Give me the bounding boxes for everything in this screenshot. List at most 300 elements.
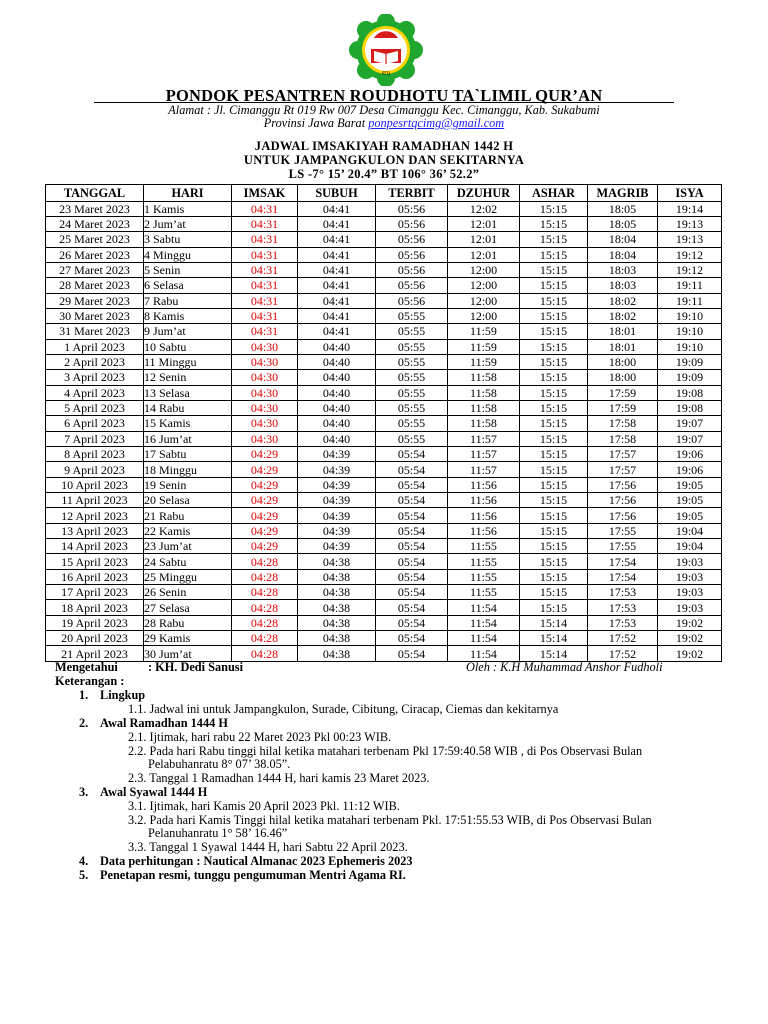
ashar-cell: 15:15	[520, 216, 588, 231]
dzuhur-cell: 12:00	[448, 262, 520, 277]
terbit-cell: 05:55	[376, 339, 448, 354]
table-row	[46, 370, 722, 385]
note-1-title: Lingkup	[100, 688, 146, 702]
date-cell: 21 April 2023	[46, 646, 144, 661]
day-cell: 1 Kamis	[144, 201, 232, 216]
subuh-cell: 04:39	[298, 523, 376, 538]
dzuhur-cell: 11:56	[448, 493, 520, 508]
date-cell: 26 Maret 2023	[46, 247, 144, 262]
subuh-cell: 04:41	[298, 308, 376, 323]
dzuhur-cell: 11:58	[448, 385, 520, 400]
ashar-cell: 15:15	[520, 569, 588, 584]
imsak-cell: 04:31	[232, 278, 298, 293]
isya-cell: 19:07	[658, 431, 722, 446]
dzuhur-cell: 11:55	[448, 585, 520, 600]
subuh-cell: 04:41	[298, 232, 376, 247]
note-2-1: 2.1. Ijtimak, hari rabu 22 Maret 2023 Pkl 00:23 WIB.	[128, 730, 392, 744]
isya-cell: 19:13	[658, 232, 722, 247]
subuh-cell: 04:41	[298, 201, 376, 216]
dzuhur-cell: 11:58	[448, 400, 520, 415]
date-cell: 5 April 2023	[46, 400, 144, 415]
ashar-cell: 15:15	[520, 462, 588, 477]
dzuhur-cell: 11:56	[448, 508, 520, 523]
date-cell: 13 April 2023	[46, 523, 144, 538]
day-cell: 3 Sabtu	[144, 232, 232, 247]
isya-cell: 19:10	[658, 324, 722, 339]
table-row	[46, 201, 722, 216]
table-row	[46, 539, 722, 554]
magrib-cell: 17:58	[588, 431, 658, 446]
subuh-cell: 04:38	[298, 585, 376, 600]
table-row	[46, 569, 722, 584]
magrib-cell: 17:52	[588, 646, 658, 661]
imsak-cell: 04:31	[232, 201, 298, 216]
isya-cell: 19:05	[658, 508, 722, 523]
table-row	[46, 324, 722, 339]
isya-cell: 19:04	[658, 523, 722, 538]
subuh-cell: 04:40	[298, 416, 376, 431]
terbit-cell: 05:54	[376, 600, 448, 615]
magrib-cell: 17:55	[588, 539, 658, 554]
address-line-1: Alamat : Jl. Cimanggu Rt 019 Rw 007 Desa Cimanggu Kec. Cimanggu, Kab. Sukabumi	[168, 103, 600, 117]
magrib-cell: 17:53	[588, 585, 658, 600]
magrib-cell: 17:56	[588, 493, 658, 508]
dzuhur-cell: 11:54	[448, 615, 520, 630]
terbit-cell: 05:54	[376, 477, 448, 492]
note-2-2-cont: Pelabuhanratu 8° 07’ 38.05”.	[148, 757, 291, 771]
dzuhur-cell: 11:55	[448, 539, 520, 554]
magrib-cell: 17:59	[588, 385, 658, 400]
magrib-cell: 18:00	[588, 354, 658, 369]
ashar-cell: 15:14	[520, 615, 588, 630]
note-4-text: Data perhitungan : Nautical Almanac 2023 Ephemeris 2023	[100, 854, 413, 868]
date-cell: 16 April 2023	[46, 569, 144, 584]
isya-cell: 19:14	[658, 201, 722, 216]
ashar-cell: 15:14	[520, 631, 588, 646]
terbit-cell: 05:56	[376, 247, 448, 262]
column-header-imsak: IMSAK	[232, 185, 298, 202]
isya-cell: 19:10	[658, 339, 722, 354]
date-cell: 25 Maret 2023	[46, 232, 144, 247]
day-cell: 10 Sabtu	[144, 339, 232, 354]
institution-name: PONDOK PESANTREN ROUDHOTU TA`LIMIL QUR’AN	[165, 86, 603, 105]
magrib-cell: 17:57	[588, 462, 658, 477]
subuh-cell: 04:40	[298, 354, 376, 369]
table-row	[46, 416, 722, 431]
imsak-cell: 04:31	[232, 324, 298, 339]
ashar-cell: 15:15	[520, 339, 588, 354]
subuh-cell: 04:38	[298, 569, 376, 584]
isya-cell: 19:05	[658, 493, 722, 508]
note-4-number: 4.	[79, 854, 89, 868]
ashar-cell: 15:15	[520, 370, 588, 385]
email-link[interactable]: ponpesrtqcimg@gmail.com	[368, 116, 505, 130]
magrib-cell: 17:55	[588, 523, 658, 538]
table-body	[46, 201, 722, 661]
magrib-cell: 18:05	[588, 216, 658, 231]
date-cell: 28 Maret 2023	[46, 278, 144, 293]
terbit-cell: 05:54	[376, 462, 448, 477]
imsak-cell: 04:29	[232, 508, 298, 523]
terbit-cell: 05:54	[376, 493, 448, 508]
terbit-cell: 05:56	[376, 262, 448, 277]
imsak-cell: 04:30	[232, 431, 298, 446]
magrib-cell: 17:53	[588, 600, 658, 615]
subuh-cell: 04:40	[298, 400, 376, 415]
magrib-cell: 18:04	[588, 232, 658, 247]
imsak-cell: 04:29	[232, 523, 298, 538]
schedule-subtitle: UNTUK JAMPANGKULON DAN SEKITARNYA	[243, 153, 525, 167]
dzuhur-cell: 11:58	[448, 370, 520, 385]
day-cell: 28 Rabu	[144, 615, 232, 630]
column-header-magrib: MAGRIB	[588, 185, 658, 202]
day-cell: 4 Minggu	[144, 247, 232, 262]
ashar-cell: 15:15	[520, 585, 588, 600]
isya-cell: 19:08	[658, 385, 722, 400]
subuh-cell: 04:41	[298, 247, 376, 262]
table-row	[46, 232, 722, 247]
table-row	[46, 646, 722, 661]
table-row	[46, 400, 722, 415]
isya-cell: 19:03	[658, 554, 722, 569]
imsak-cell: 04:29	[232, 477, 298, 492]
magrib-cell: 17:54	[588, 554, 658, 569]
dzuhur-cell: 11:57	[448, 447, 520, 462]
ashar-cell: 15:15	[520, 600, 588, 615]
prepared-by: Oleh : K.H Muhammad Anshor Fudholi	[466, 660, 663, 674]
isya-cell: 19:12	[658, 247, 722, 262]
subuh-cell: 04:39	[298, 508, 376, 523]
isya-cell: 19:02	[658, 631, 722, 646]
day-cell: 5 Senin	[144, 262, 232, 277]
imsak-cell: 04:31	[232, 308, 298, 323]
imsak-cell: 04:31	[232, 216, 298, 231]
mengetahui-label: Mengetahui	[55, 660, 118, 674]
note-1-number: 1.	[79, 688, 89, 702]
terbit-cell: 05:55	[376, 308, 448, 323]
date-cell: 11 April 2023	[46, 493, 144, 508]
dzuhur-cell: 11:54	[448, 600, 520, 615]
date-cell: 8 April 2023	[46, 447, 144, 462]
isya-cell: 19:06	[658, 447, 722, 462]
imsak-cell: 04:28	[232, 585, 298, 600]
magrib-cell: 18:03	[588, 278, 658, 293]
imsak-cell: 04:30	[232, 339, 298, 354]
imsak-cell: 04:30	[232, 354, 298, 369]
ashar-cell: 15:15	[520, 293, 588, 308]
terbit-cell: 05:55	[376, 385, 448, 400]
terbit-cell: 05:55	[376, 324, 448, 339]
table-row	[46, 615, 722, 630]
dzuhur-cell: 12:01	[448, 216, 520, 231]
isya-cell: 19:02	[658, 615, 722, 630]
imsak-cell: 04:29	[232, 462, 298, 477]
day-cell: 2 Jum’at	[144, 216, 232, 231]
imsak-cell: 04:29	[232, 447, 298, 462]
ashar-cell: 15:15	[520, 477, 588, 492]
dzuhur-cell: 12:00	[448, 293, 520, 308]
note-2-title: Awal Ramadhan 1444 H	[100, 716, 228, 730]
subuh-cell: 04:39	[298, 539, 376, 554]
note-2-number: 2.	[79, 716, 89, 730]
subuh-cell: 04:40	[298, 339, 376, 354]
imsak-cell: 04:31	[232, 293, 298, 308]
subuh-cell: 04:41	[298, 293, 376, 308]
dzuhur-cell: 11:59	[448, 324, 520, 339]
magrib-cell: 17:53	[588, 615, 658, 630]
subuh-cell: 04:38	[298, 615, 376, 630]
day-cell: 20 Selasa	[144, 493, 232, 508]
imsak-cell: 04:31	[232, 262, 298, 277]
date-cell: 27 Maret 2023	[46, 262, 144, 277]
table-row	[46, 631, 722, 646]
ashar-cell: 15:15	[520, 308, 588, 323]
schedule-title: JADWAL IMSAKIYAH RAMADHAN 1442 H	[254, 139, 514, 153]
subuh-cell: 04:39	[298, 493, 376, 508]
table-row	[46, 262, 722, 277]
terbit-cell: 05:56	[376, 201, 448, 216]
isya-cell: 19:06	[658, 462, 722, 477]
note-5-text: Penetapan resmi, tunggu pengumuman Mentri Agama RI.	[100, 868, 406, 882]
note-3-2-cont: Pelanuhanratu 1° 58’ 16.46”	[148, 826, 288, 840]
day-cell: 23 Jum’at	[144, 539, 232, 554]
note-3-3: 3.3. Tanggal 1 Syawal 1444 H, hari Sabtu 22 April 2023.	[128, 840, 408, 854]
isya-cell: 19:02	[658, 646, 722, 661]
isya-cell: 19:09	[658, 354, 722, 369]
ashar-cell: 15:15	[520, 539, 588, 554]
ashar-cell: 15:15	[520, 493, 588, 508]
imsak-cell: 04:30	[232, 370, 298, 385]
column-header-tanggal: TANGGAL	[46, 185, 144, 202]
isya-cell: 19:03	[658, 585, 722, 600]
isya-cell: 19:10	[658, 308, 722, 323]
column-header-dzuhur: DZUHUR	[448, 185, 520, 202]
isya-cell: 19:11	[658, 293, 722, 308]
note-3-number: 3.	[79, 785, 89, 799]
day-cell: 6 Selasa	[144, 278, 232, 293]
ashar-cell: 15:15	[520, 400, 588, 415]
date-cell: 29 Maret 2023	[46, 293, 144, 308]
day-cell: 14 Rabu	[144, 400, 232, 415]
magrib-cell: 18:04	[588, 247, 658, 262]
magrib-cell: 17:59	[588, 400, 658, 415]
dzuhur-cell: 12:01	[448, 232, 520, 247]
day-cell: 24 Sabtu	[144, 554, 232, 569]
terbit-cell: 05:56	[376, 278, 448, 293]
note-2-3: 2.3. Tanggal 1 Ramadhan 1444 H, hari kamis 23 Maret 2023.	[128, 771, 430, 785]
date-cell: 6 April 2023	[46, 416, 144, 431]
subuh-cell: 04:41	[298, 324, 376, 339]
note-1-1: 1.1. Jadwal ini untuk Jampangkulon, Surade, Cibitung, Ciracap, Ciemas dan kekitarnya	[128, 702, 559, 716]
table-row	[46, 554, 722, 569]
schedule-coordinates: LS -7° 15’ 20.4” BT 106° 36’ 52.2”	[288, 167, 480, 181]
ashar-cell: 15:15	[520, 278, 588, 293]
dzuhur-cell: 11:54	[448, 631, 520, 646]
ashar-cell: 15:14	[520, 646, 588, 661]
dzuhur-cell: 11:59	[448, 354, 520, 369]
day-cell: 25 Minggu	[144, 569, 232, 584]
subuh-cell: 04:41	[298, 216, 376, 231]
day-cell: 30 Jum’at	[144, 646, 232, 661]
ashar-cell: 15:15	[520, 385, 588, 400]
ashar-cell: 15:15	[520, 324, 588, 339]
table-header-row	[46, 185, 722, 202]
isya-cell: 19:09	[658, 370, 722, 385]
isya-cell: 19:07	[658, 416, 722, 431]
isya-cell: 19:11	[658, 278, 722, 293]
table-row	[46, 462, 722, 477]
day-cell: 19 Senin	[144, 477, 232, 492]
ashar-cell: 15:15	[520, 232, 588, 247]
table-row	[46, 585, 722, 600]
address-province: Provinsi Jawa Barat	[263, 116, 369, 130]
date-cell: 1 April 2023	[46, 339, 144, 354]
column-header-hari: HARI	[144, 185, 232, 202]
date-cell: 31 Maret 2023	[46, 324, 144, 339]
date-cell: 10 April 2023	[46, 477, 144, 492]
magrib-cell: 17:56	[588, 508, 658, 523]
terbit-cell: 05:55	[376, 370, 448, 385]
day-cell: 18 Minggu	[144, 462, 232, 477]
institution-logo	[344, 14, 428, 86]
table-row	[46, 293, 722, 308]
ashar-cell: 15:15	[520, 554, 588, 569]
table-row	[46, 447, 722, 462]
terbit-cell: 05:56	[376, 216, 448, 231]
mengetahui-name: : KH. Dedi Sanusi	[148, 660, 243, 674]
imsak-cell: 04:29	[232, 493, 298, 508]
isya-cell: 19:12	[658, 262, 722, 277]
date-cell: 2 April 2023	[46, 354, 144, 369]
day-cell: 22 Kamis	[144, 523, 232, 538]
magrib-cell: 17:54	[588, 569, 658, 584]
dzuhur-cell: 12:01	[448, 247, 520, 262]
day-cell: 21 Rabu	[144, 508, 232, 523]
column-header-ashar: ASHAR	[520, 185, 588, 202]
date-cell: 3 April 2023	[46, 370, 144, 385]
date-cell: 20 April 2023	[46, 631, 144, 646]
day-cell: 17 Sabtu	[144, 447, 232, 462]
table-row	[46, 508, 722, 523]
isya-cell: 19:03	[658, 569, 722, 584]
dzuhur-cell: 11:58	[448, 416, 520, 431]
day-cell: 16 Jum’at	[144, 431, 232, 446]
column-header-subuh: SUBUH	[298, 185, 376, 202]
day-cell: 13 Selasa	[144, 385, 232, 400]
date-cell: 18 April 2023	[46, 600, 144, 615]
svg-text:RTQ: RTQ	[381, 71, 391, 76]
table-row	[46, 339, 722, 354]
note-2-2: 2.2. Pada hari Rabu tinggi hilal ketika matahari terbenam Pkl 17:59:40.58 WIB , di Pos Observasi Bulan	[128, 744, 643, 758]
terbit-cell: 05:54	[376, 447, 448, 462]
subuh-cell: 04:41	[298, 262, 376, 277]
terbit-cell: 05:55	[376, 400, 448, 415]
table-row	[46, 523, 722, 538]
date-cell: 23 Maret 2023	[46, 201, 144, 216]
imsak-cell: 04:28	[232, 569, 298, 584]
table-row	[46, 431, 722, 446]
ashar-cell: 15:15	[520, 508, 588, 523]
dzuhur-cell: 11:54	[448, 646, 520, 661]
imsak-cell: 04:30	[232, 400, 298, 415]
dzuhur-cell: 11:59	[448, 339, 520, 354]
ashar-cell: 15:15	[520, 447, 588, 462]
terbit-cell: 05:56	[376, 293, 448, 308]
magrib-cell: 17:57	[588, 447, 658, 462]
terbit-cell: 05:55	[376, 354, 448, 369]
date-cell: 17 April 2023	[46, 585, 144, 600]
magrib-cell: 18:03	[588, 262, 658, 277]
dzuhur-cell: 12:00	[448, 278, 520, 293]
terbit-cell: 05:54	[376, 615, 448, 630]
terbit-cell: 05:54	[376, 508, 448, 523]
ashar-cell: 15:15	[520, 523, 588, 538]
subuh-cell: 04:40	[298, 431, 376, 446]
imsak-cell: 04:28	[232, 600, 298, 615]
terbit-cell: 05:54	[376, 523, 448, 538]
note-3-2: 3.2. Pada hari Kamis Tinggi hilal ketika matahari terbenam Pkl. 17:51:55.53 WIB, di Pos Observasi Bulan	[128, 813, 652, 827]
imsak-cell: 04:31	[232, 232, 298, 247]
day-cell: 26 Senin	[144, 585, 232, 600]
isya-cell: 19:05	[658, 477, 722, 492]
date-cell: 9 April 2023	[46, 462, 144, 477]
table-row	[46, 354, 722, 369]
imsak-cell: 04:28	[232, 646, 298, 661]
terbit-cell: 05:54	[376, 646, 448, 661]
notes-heading: Keterangan :	[55, 674, 125, 688]
table-row	[46, 308, 722, 323]
magrib-cell: 17:52	[588, 631, 658, 646]
date-cell: 14 April 2023	[46, 539, 144, 554]
subuh-cell: 04:39	[298, 447, 376, 462]
imsak-cell: 04:28	[232, 631, 298, 646]
dzuhur-cell: 11:57	[448, 431, 520, 446]
ashar-cell: 15:15	[520, 247, 588, 262]
terbit-cell: 05:55	[376, 431, 448, 446]
dzuhur-cell: 11:55	[448, 569, 520, 584]
date-cell: 30 Maret 2023	[46, 308, 144, 323]
date-cell: 12 April 2023	[46, 508, 144, 523]
dzuhur-cell: 12:00	[448, 308, 520, 323]
note-3-1: 3.1. Ijtimak, hari Kamis 20 April 2023 Pkl. 11:12 WIB.	[128, 799, 400, 813]
magrib-cell: 18:01	[588, 339, 658, 354]
dzuhur-cell: 11:56	[448, 523, 520, 538]
date-cell: 4 April 2023	[46, 385, 144, 400]
subuh-cell: 04:40	[298, 385, 376, 400]
terbit-cell: 05:54	[376, 631, 448, 646]
date-cell: 7 April 2023	[46, 431, 144, 446]
ashar-cell: 15:15	[520, 354, 588, 369]
day-cell: 27 Selasa	[144, 600, 232, 615]
day-cell: 15 Kamis	[144, 416, 232, 431]
isya-cell: 19:03	[658, 600, 722, 615]
table-row	[46, 216, 722, 231]
subuh-cell: 04:38	[298, 631, 376, 646]
subuh-cell: 04:41	[298, 278, 376, 293]
subuh-cell: 04:38	[298, 600, 376, 615]
magrib-cell: 18:00	[588, 370, 658, 385]
date-cell: 24 Maret 2023	[46, 216, 144, 231]
ashar-cell: 15:15	[520, 416, 588, 431]
magrib-cell: 18:01	[588, 324, 658, 339]
column-header-isya: ISYA	[658, 185, 722, 202]
subuh-cell: 04:38	[298, 646, 376, 661]
terbit-cell: 05:55	[376, 416, 448, 431]
day-cell: 8 Kamis	[144, 308, 232, 323]
terbit-cell: 05:54	[376, 539, 448, 554]
imsak-cell: 04:30	[232, 416, 298, 431]
imsakiyah-table	[45, 184, 722, 662]
